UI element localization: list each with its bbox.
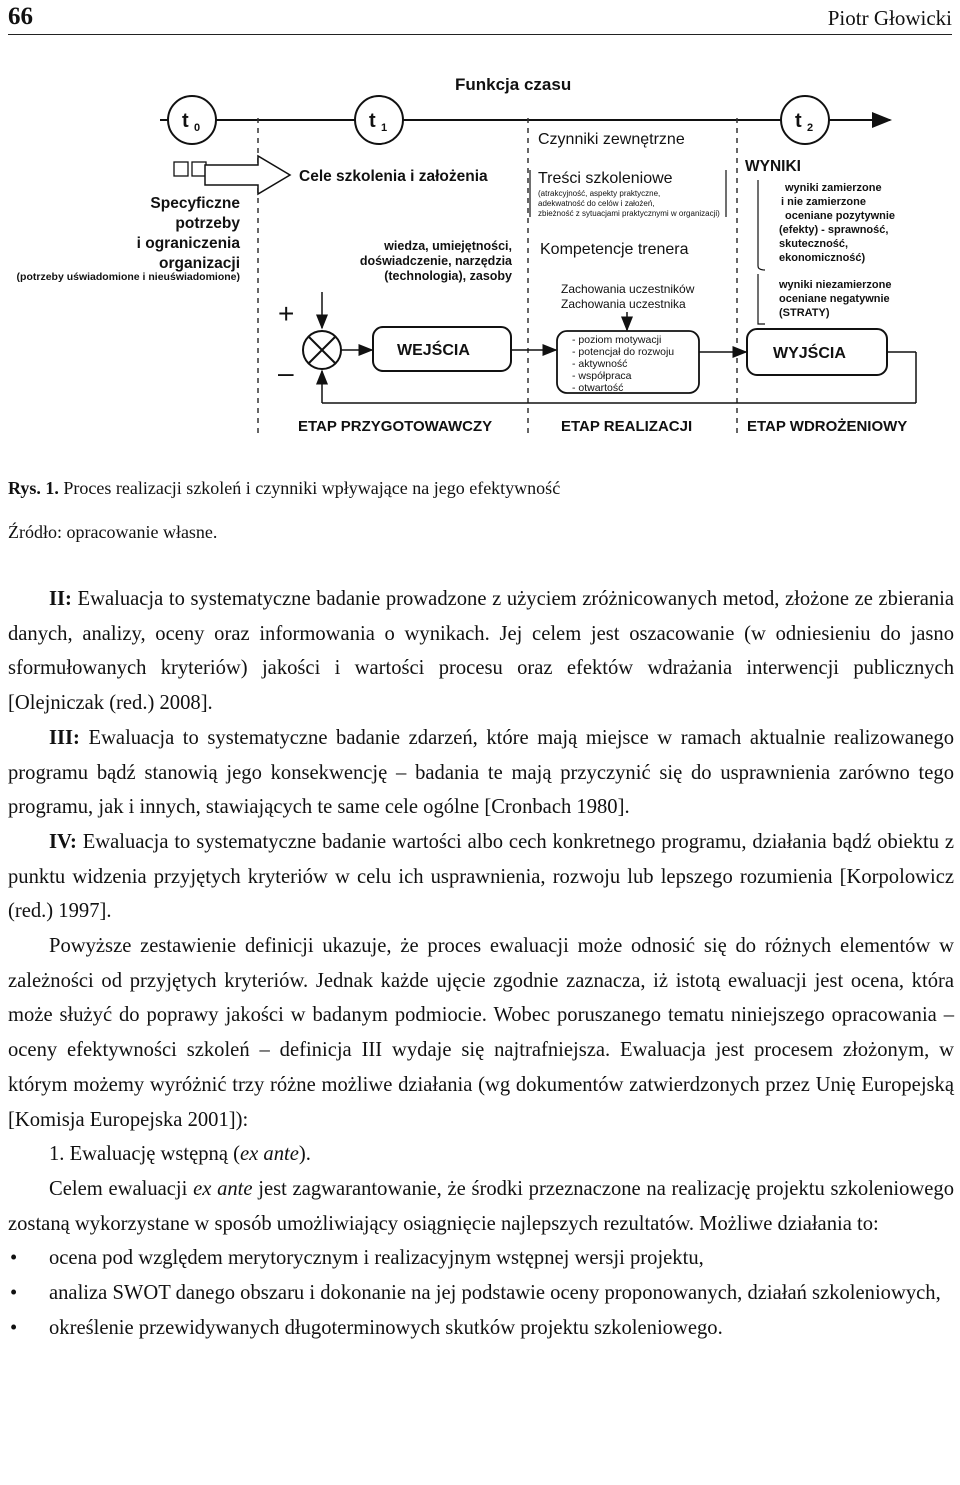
definition-iii-text: Ewaluacja to systematyczne badanie zdarzeń, które mają miejsce w ramach aktualnie realizowanego programu bądź stanowią jego konsekwencję – badania te mają przyczynić się do usprawnienia zarówno tego programu, jak i innych, stawiających te same cele ogólne [Cronbach 1980]. <box>8 726 954 819</box>
svg-text:Specyficzne: Specyficzne <box>150 195 240 212</box>
caption-text: Proces realizacji szkoleń i czynniki wpływające na jego efektywność <box>63 478 561 498</box>
svg-text:- współpraca: - współpraca <box>572 370 632 382</box>
svg-text:0: 0 <box>194 122 201 134</box>
svg-text:- potencjał do rozwoju: - potencjał do rozwoju <box>572 346 675 358</box>
svg-text:wyniki niezamierzone: wyniki niezamierzone <box>779 279 892 291</box>
definition-ii-text: Ewaluacja to systematyczne badanie prowadzone z użyciem zróżnicowanych metod, złożone ze zbierania danych, analizy, oceny oraz informowania o wynikach. Jej celem jest oszacowanie (w odniesieniu do jasno sformułowanych kryteriów) jakości i wartości procesu oraz efektów wdrażania interwencji publicznych [Olejniczak (red.) 2008]. <box>8 588 954 715</box>
svg-text:- otwartość: - otwartość <box>572 382 624 394</box>
svg-text:oceniane pozytywnie: oceniane pozytywnie <box>785 210 896 222</box>
stage-preparation: ETAP PRZYGOTOWAWCZY <box>298 418 493 435</box>
trainer-competences: Kompetencje trenera <box>540 241 689 258</box>
definition-ii-label: II: <box>49 588 72 610</box>
figure-source: Źródło: opracowanie własne. <box>8 522 218 542</box>
stage-realization: ETAP REALIZACJI <box>561 418 693 435</box>
definition-iv <box>8 825 954 929</box>
svg-text:wiedza, umiejętności,: wiedza, umiejętności, <box>384 239 512 253</box>
svg-text:t: t <box>795 110 802 132</box>
svg-text:(atrakcyjność, aspekty praktyc: (atrakcyjność, aspekty praktyczne, <box>538 189 661 198</box>
organization-needs <box>17 195 241 283</box>
svg-text:Zachowania uczestnika: Zachowania uczestnika <box>561 297 686 311</box>
figure-caption <box>8 478 560 499</box>
svg-text:(technologia), zasoby: (technologia), zasoby <box>384 269 512 283</box>
list-item: • określenie przewidywanych długoterminowych skutków projektu szkoleniowego. <box>8 1311 954 1346</box>
list-item: • ocena pod względem merytorycznym i realizacyjnym wstępnej wersji projektu, <box>8 1241 954 1276</box>
svg-text:t: t <box>369 110 376 132</box>
svg-text:1: 1 <box>381 122 388 134</box>
t0-node <box>168 96 216 144</box>
body-text <box>8 582 954 1345</box>
svg-text:t: t <box>182 110 189 132</box>
svg-text:potrzeby: potrzeby <box>175 215 240 232</box>
definition-iii <box>8 721 954 825</box>
paragraph-ex-ante: Celem ewaluacji ex ante jest zagwarantowanie, że środki przeznaczone na realizację projektu szkoleniowego zostaną wykorzystane w sposób umożliwiający osiągnięcie najlepszych rezultatów. Możliwe działania to: <box>8 1177 954 1235</box>
svg-text:i nie zamierzone: i nie zamierzone <box>781 196 866 208</box>
actions-list <box>8 1241 954 1345</box>
page-number: 66 <box>8 3 33 30</box>
needs-to-goals-arrow <box>205 156 290 194</box>
svg-text:oceniane negatywnie: oceniane negatywnie <box>779 293 890 305</box>
svg-text:i ograniczenia: i ograniczenia <box>136 235 240 252</box>
svg-text:organizacji: organizacji <box>159 255 240 272</box>
page-header <box>8 0 952 35</box>
svg-text:- aktywność: - aktywność <box>572 358 628 370</box>
caption-label: Rys. 1. <box>8 478 59 498</box>
svg-text:skuteczność,: skuteczność, <box>779 238 849 250</box>
svg-text:- poziom motywacji: - poziom motywacji <box>572 334 662 346</box>
training-content: Treści szkoleniowe <box>538 170 673 187</box>
numbered-item: 1. Ewaluację wstępną (ex ante). <box>49 1143 311 1166</box>
minus-sign: – <box>278 357 294 388</box>
svg-text:(STRATY): (STRATY) <box>779 307 830 319</box>
definition-iv-text: Ewaluacja to systematyczne badanie wartości albo cech konkretnego programu, działania bądź obiektu z punktu widzenia przyjętych kryteriów w celu ich usprawnienia, rozwoju lub lepszego rozumienia [Korpolowicz (red.) 1997]. <box>8 830 954 923</box>
svg-text:(efekty) - sprawność,: (efekty) - sprawność, <box>779 224 889 236</box>
results-positive <box>779 182 895 264</box>
external-factors: Czynniki zewnętrzne <box>538 131 685 148</box>
svg-text:ekonomiczność): ekonomiczność) <box>779 252 866 264</box>
t2-node <box>781 96 829 144</box>
svg-text:Zachowania uczestników: Zachowania uczestników <box>561 282 695 296</box>
svg-text:doświadczenie, narzędzia: doświadczenie, narzędzia <box>359 254 512 268</box>
svg-text:2: 2 <box>807 122 814 134</box>
stage-implementation: ETAP WDROŻENIOWY <box>747 418 908 435</box>
paragraph-summary: Powyższe zestawienie definicji ukazuje, że proces ewaluacji może odnosić się do różnych elementów w zależności od przyjętych kryteriów. Jednak każde ujęcie zgodnie zaznacza, iż istotą ewaluacji jest ocena, która może służyć do poprawy jakości w badanym podmiocie. Wobec poruszanego tematu niniejszego opracowania – oceny efektywności szkoleń – definicja III wydaje się najtrafniejsza. Ewaluacja jest procesem złożonym, w którym możemy wyróżnić trzy różne możliwe działania (wg dokumentów zatwierdzonych przez Unię Europejską [Komisja Europejska 2001]): <box>8 935 954 1131</box>
svg-text:WYJŚCIA: WYJŚCIA <box>773 345 846 362</box>
resources <box>360 239 513 283</box>
results-negative <box>778 279 891 319</box>
svg-text:WEJŚCIA: WEJŚCIA <box>397 342 470 359</box>
definition-iv-label: IV: <box>49 830 77 853</box>
svg-text:(potrzeby uświadomione i nieuś: (potrzeby uświadomione i nieuświadomione) <box>16 271 240 283</box>
list-item: • analiza SWOT danego obszaru i dokonanie na jej podstawie oceny proponowanych, działań szkoleniowych, <box>8 1276 954 1311</box>
training-process-diagram <box>0 40 960 445</box>
diagram-title: Funkcja czasu <box>455 75 572 94</box>
definition-ii <box>8 582 954 721</box>
t1-node <box>355 96 403 144</box>
running-author: Piotr Głowicki <box>827 6 952 30</box>
plus-sign: + <box>278 298 295 329</box>
training-goals: Cele szkolenia i założenia <box>299 168 488 185</box>
svg-text:zbieżność z sytuacjami praktyc: zbieżność z sytuacjami praktycznymi w organizacji) <box>538 209 720 218</box>
results-title: WYNIKI <box>745 158 801 175</box>
definition-iii-label: III: <box>49 726 80 749</box>
svg-text:wyniki zamierzone: wyniki zamierzone <box>785 182 882 194</box>
svg-text:adekwatność do celów i założeń: adekwatność do celów i założeń, <box>538 199 655 208</box>
